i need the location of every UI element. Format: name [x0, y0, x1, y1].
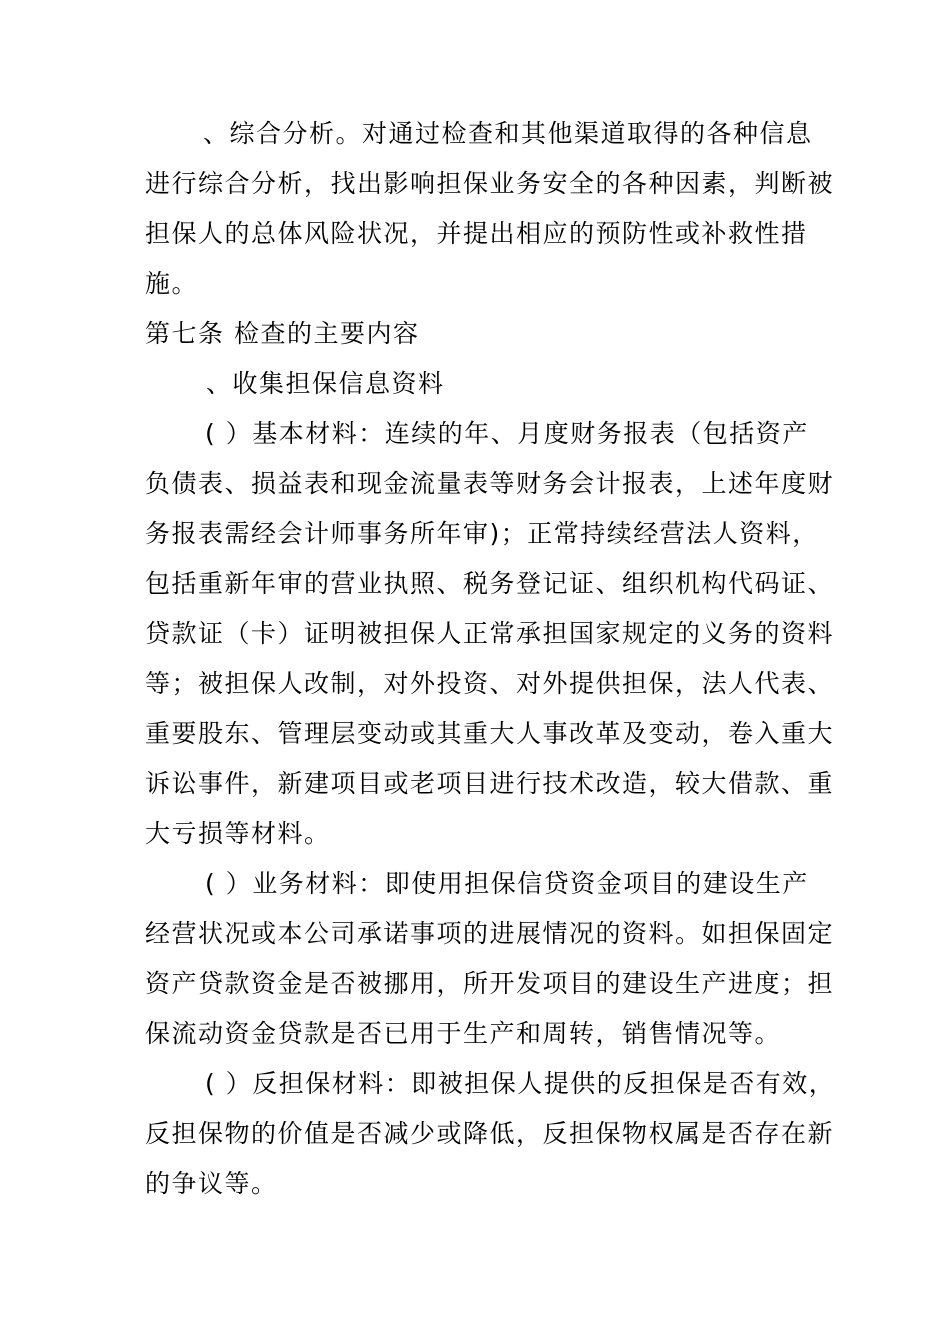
paragraph-line: 贷款证（卡）证明被担保人正常承担国家规定的义务的资料 — [145, 619, 835, 648]
paragraph-line: ( ）业务材料：即使用担保信贷资金项目的建设生产 — [205, 869, 809, 898]
paragraph-line: ( ）反担保材料：即被担保人提供的反担保是否有效， — [205, 1069, 836, 1098]
paragraph-line: 保流动资金贷款是否已用于生产和周转，销售情况等。 — [145, 1019, 782, 1048]
paragraph-line: 的争议等。 — [145, 1169, 278, 1198]
paragraph-line: 、综合分析。对通过检查和其他渠道取得的各种信息 — [203, 119, 813, 148]
paragraph-line: 担保人的总体风险状况，并提出相应的预防性或补救性措 — [145, 219, 808, 248]
paragraph-line: ( ）基本材料：连续的年、月度财务报表（包括资产 — [205, 419, 809, 448]
paragraph-line: 负债表、损益表和现金流量表等财务会计报表，上述年度财 — [145, 469, 835, 498]
paragraph-line: 反担保物的价值是否减少或降低，反担保物权属是否存在新 — [145, 1119, 835, 1148]
paragraph-line: 经营状况或本公司承诺事项的进展情况的资料。如担保固定 — [145, 919, 835, 948]
section-heading: 第七条 检查的主要内容 — [145, 319, 420, 348]
paragraph-line: 等；被担保人改制，对外投资、对外提供担保，法人代表、 — [145, 669, 835, 698]
paragraph-line: 诉讼事件，新建项目或老项目进行技术改造，较大借款、重 — [145, 769, 835, 798]
paragraph-line: 大亏损等材料。 — [145, 819, 331, 848]
paragraph-line: 进行综合分析，找出影响担保业务安全的各种因素，判断被 — [145, 169, 835, 198]
paragraph-line: 施。 — [145, 269, 199, 298]
paragraph-line: 务报表需经会计师事务所年审)；正常持续经营法人资料， — [145, 519, 819, 548]
paragraph-line: 资产贷款资金是否被挪用，所开发项目的建设生产进度；担 — [145, 969, 835, 998]
subsection-heading: 、收集担保信息资料 — [206, 369, 445, 398]
paragraph-line: 包括重新年审的营业执照、税务登记证、组织机构代码证、 — [145, 569, 835, 598]
paragraph-line: 重要股东、管理层变动或其重大人事改革及变动，卷入重大 — [145, 719, 835, 748]
